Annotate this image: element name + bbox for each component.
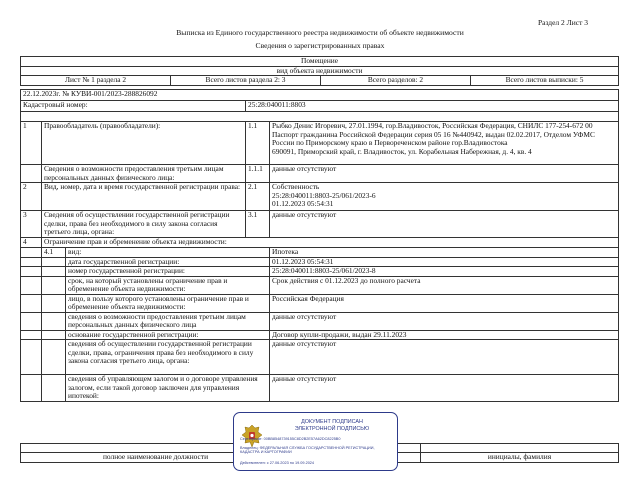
field-label: вид:: [66, 247, 270, 257]
field-label: сведения о возможности предоставления третьим лицам персональных данных физического лица: [66, 312, 270, 330]
field-value: данные отсутствуют: [270, 375, 619, 402]
field-label: срок, на который установлены ограничение прав и обременение объекта недвижимости:: [66, 276, 270, 294]
empty-cell: [42, 267, 66, 277]
row-label: Сведения о возможности предоставления третьим лицам персональных данных физического лица:: [42, 165, 246, 183]
cadastral-number: 25:28:040011:8803: [246, 101, 619, 112]
empty-cell: [42, 340, 66, 375]
signature-name-label: инициалы, фамилия: [421, 453, 619, 463]
empty-cell: [21, 375, 42, 402]
sheet-info: Лист № 1 раздела 2: [21, 76, 171, 86]
empty-cell: [21, 294, 42, 312]
row-label: Правообладатель (правообладатели):: [42, 122, 246, 165]
owner-passport: Паспорт гражданина Российской Федерации серия 05 16 №440942, выдан 02.02.2017, Отделом УФМС России по Приморскому краю в Первореченском районе гор.Владивостока: [272, 129, 595, 148]
stamp-validity: Действителен: с 27.06.2023 по 19.09.2024: [240, 461, 315, 465]
row-number: 4: [21, 238, 42, 248]
document-title: Выписка из Единого государственного реестра недвижимости об объекте недвижимости: [176, 28, 464, 37]
cadastral-label: Кадастровый номер:: [21, 101, 246, 112]
field-value: Договор купли-продажи, выдан 29.11.2023: [270, 330, 619, 340]
stamp-subtitle: ЭЛЕКТРОННОЙ ПОДПИСЬЮ: [294, 426, 370, 432]
right-reg-number: 25:28:040011:8803-25/061/2023-6: [272, 190, 376, 200]
spacer-row: [21, 112, 619, 122]
empty-cell: [21, 257, 42, 267]
document-subtitle: Сведения о зарегистрированных правах: [255, 41, 385, 50]
field-value: Российская Федерация: [270, 294, 619, 312]
field-value: 01.12.2023 05:54:31: [270, 257, 619, 267]
row-number-empty: [21, 165, 42, 183]
electronic-signature-stamp: [233, 412, 398, 471]
row-number: 3: [21, 211, 42, 238]
right-type: Собственность: [272, 182, 320, 192]
signature-position-label: полное наименование должности: [21, 453, 291, 463]
empty-cell: [42, 294, 66, 312]
field-value: данные отсутствуют: [270, 312, 619, 330]
row-number-empty: [21, 247, 42, 257]
field-label: сведения об осуществлении государственной регистрации сделки, права, ограничения права без необходимого в силу закона согласия третьего лица, органа:: [66, 340, 270, 375]
row-label: Вид, номер, дата и время государственной регистрации права:: [42, 183, 246, 211]
row-subnumber: 1.1: [246, 122, 270, 165]
stamp-certificate: Сертификат: 00BB8548739155C8D2B2E57A62DC8225B0: [240, 437, 341, 441]
owner-value: [270, 122, 619, 165]
stamp-title: ДОКУМЕНТ ПОДПИСАН: [301, 419, 363, 425]
empty-cell: [42, 312, 66, 330]
row-value: данные отсутствуют: [270, 165, 619, 183]
empty-cell: [21, 312, 42, 330]
row-value: данные отсутствуют: [270, 211, 619, 238]
field-label: основание государственной регистрации:: [66, 330, 270, 340]
object-kind-label: вид объекта недвижимости: [21, 66, 619, 76]
field-label: лицо, в пользу которого установлены ограничение прав и обременение объекта недвижимости:: [66, 294, 270, 312]
field-value: Ипотека: [270, 247, 619, 257]
row-subnumber: 1.1.1: [246, 165, 270, 183]
field-label: номер государственной регистрации:: [66, 267, 270, 277]
row-label: Ограничение прав и обременение объекта недвижимости:: [42, 238, 619, 248]
row-subnumber: 3.1: [246, 211, 270, 238]
field-label: дата государственной регистрации:: [66, 257, 270, 267]
empty-cell: [21, 330, 42, 340]
field-label: сведения об управляющем залогом и о договоре управления залогом, если такой договор заключен для управления ипотекой:: [66, 375, 270, 402]
empty-cell: [42, 276, 66, 294]
object-header-table: [20, 56, 619, 86]
empty-cell: [42, 257, 66, 267]
empty-cell: [42, 330, 66, 340]
row-subnumber: 4.1: [42, 247, 66, 257]
row-label: Сведения об осуществлении государственной регистрации сделки, права без необходимого в силу закона согласия третьего лица, органа:: [42, 211, 246, 238]
stamp-owner: Владелец: ФЕДЕРАЛЬНАЯ СЛУЖБА ГОСУДАРСТВЕННОЙ РЕГИСТРАЦИИ, КАДАСТРА И КАРТОГРАФИИ: [240, 446, 375, 455]
field-value: 25:28:040011:8803-25/061/2023-8: [270, 267, 619, 277]
owner-address: 690091, Приморский край, г. Владивосток, ул. Корабельная Набережная, д. 4, кв. 4: [272, 146, 532, 156]
owner-name: Рыбко Денис Игоревич, 27.01.1994, гор.Владивосток, Российская Федерация, СНИЛС 177-254-672 00: [272, 121, 593, 130]
rights-table: [20, 89, 619, 402]
row-number: 2: [21, 183, 42, 211]
signature-name-blank: [421, 444, 619, 453]
row-subnumber: 2.1: [246, 183, 270, 211]
total-sections: Всего разделов: 2: [321, 76, 471, 86]
right-reg-date: 01.12.2023 05:54:31: [272, 199, 334, 209]
total-sheets: Всего листов выписки: 5: [471, 76, 619, 86]
right-value: [270, 183, 619, 211]
empty-cell: [21, 267, 42, 277]
object-type: Помещение: [21, 57, 619, 67]
field-value: Срок действия с 01.12.2023 до полного расчета: [270, 276, 619, 294]
field-value: данные отсутствуют: [270, 340, 619, 375]
empty-cell: [42, 375, 66, 402]
empty-cell: [21, 276, 42, 294]
empty-cell: [21, 340, 42, 375]
row-number: 1: [21, 122, 42, 165]
date-number: 22.12.2023г. № КУВИ-001/2023-288826092: [21, 90, 619, 101]
section-sheet-label: Раздел 2 Лист 3: [537, 18, 588, 27]
total-sheets-section: Всего листов раздела 2: 3: [171, 76, 321, 86]
